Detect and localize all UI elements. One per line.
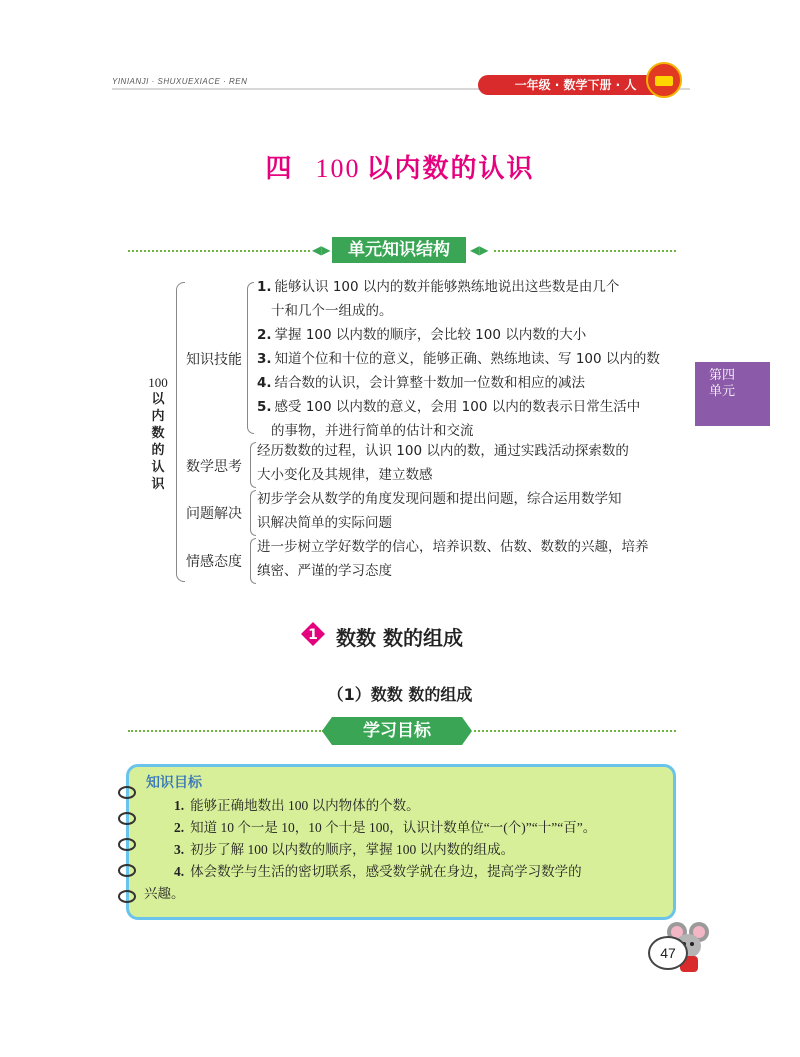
skill-item: 5. 感受 100 以内数的意义，会用 100 以内的数表示日常生活中 — [257, 399, 641, 415]
skills-brace — [247, 282, 254, 434]
attitude-text: 进一步树立学好数学的信心，培养识数、估数、数数的兴趣，培养 缜密、严谨的学习态度 — [257, 539, 649, 579]
section-number: 1 — [308, 627, 318, 643]
goal-item-cont: 兴趣。 — [144, 886, 185, 901]
category-skills: 知识技能 — [186, 352, 242, 368]
goals-banner: 学习目标 — [363, 721, 431, 741]
section-subtitle: （1）数数 数的组成 — [327, 685, 473, 704]
category-problem-solving: 问题解决 — [186, 506, 242, 522]
chapter-title — [0, 148, 800, 185]
structure-root-label — [147, 374, 169, 493]
root-number: 100 — [148, 375, 168, 390]
problem-text: 初步学会从数学的角度发现问题和提出问题，综合运用数学知 识解决简单的实际问题 — [257, 491, 622, 531]
skill-item-cont: 十和几个一组成的。 — [271, 303, 393, 319]
root-char: 认 — [151, 460, 165, 475]
banner-arrow-right-icon: ◀▶ — [470, 243, 489, 257]
goal-item: 3. 初步了解 100 以内数的顺序，掌握 100 以内数的组成。 — [174, 842, 515, 857]
banner-dotted-line-right — [494, 250, 676, 252]
skill-item: 2. 掌握 100 以内数的顺序，会比较 100 以内数的大小 — [257, 327, 587, 343]
banner-dotted-line-left — [128, 250, 310, 252]
header-series: YINIANJI · SHUXUEXIACE · REN — [112, 77, 248, 86]
thinking-text: 经历数数的过程，认识 100 以内的数，通过实践活动探索数的 大小变化及其规律，建立数感 — [257, 443, 629, 483]
unit-side-tab: 第四 单元 — [695, 362, 770, 426]
goals-dotted-line-right — [474, 730, 676, 732]
goal-item: 4. 体会数学与生活的密切联系，感受数学就在身边，提高学习数学的 — [174, 864, 582, 879]
skill-item-cont: 的事物，并进行简单的估计和交流 — [271, 423, 474, 439]
chapter-name: 以内数的认识 — [366, 154, 535, 184]
skill-item: 4. 结合数的认识，会计算整十数加一位数和相应的减法 — [257, 375, 586, 391]
binder-ring-icon — [118, 786, 136, 799]
section-title: 数数 数的组成 — [336, 626, 463, 650]
root-char: 以 — [151, 392, 165, 407]
attitude-brace — [250, 538, 256, 584]
binder-ring-icon — [118, 864, 136, 877]
page-number: 47 — [648, 936, 688, 970]
category-thinking: 数学思考 — [186, 459, 242, 475]
problem-brace — [250, 490, 256, 536]
goals-dotted-line-left — [128, 730, 324, 732]
banner-arrow-left-icon: ◀▶ — [312, 243, 331, 257]
binder-ring-icon — [118, 890, 136, 903]
section-number-badge-icon — [300, 621, 326, 647]
main-brace — [176, 282, 185, 582]
root-char: 数 — [151, 426, 165, 441]
goals-list — [144, 795, 664, 905]
category-attitude: 情感态度 — [186, 554, 242, 570]
publisher-logo-icon — [646, 62, 682, 98]
header-book-title: 一年级 · 数学下册 · 人 — [478, 75, 673, 95]
skill-item: 1. 能够认识 100 以内的数并能够熟练地说出这些数是由几个 — [257, 279, 620, 295]
goals-heading: 知识目标 — [146, 775, 202, 791]
chapter-number: 100 — [315, 154, 361, 183]
goal-item: 1. 能够正确地数出 100 以内物体的个数。 — [174, 798, 420, 813]
root-char: 的 — [151, 443, 165, 458]
skill-item: 3. 知道个位和十位的意义，能够正确、熟练地读、写 100 以内的数 — [257, 351, 660, 367]
root-char: 识 — [151, 477, 165, 492]
chapter-prefix: 四 — [265, 154, 294, 184]
binder-ring-icon — [118, 838, 136, 851]
skills-list — [257, 275, 687, 443]
goal-item: 2. 知道 10 个一是 10，10 个十是 100，认识计数单位“一(个)”“十”“百”。 — [174, 820, 597, 835]
structure-banner: 单元知识结构 — [332, 237, 466, 263]
thinking-brace — [250, 442, 256, 488]
binder-ring-icon — [118, 812, 136, 825]
root-char: 内 — [151, 409, 165, 424]
